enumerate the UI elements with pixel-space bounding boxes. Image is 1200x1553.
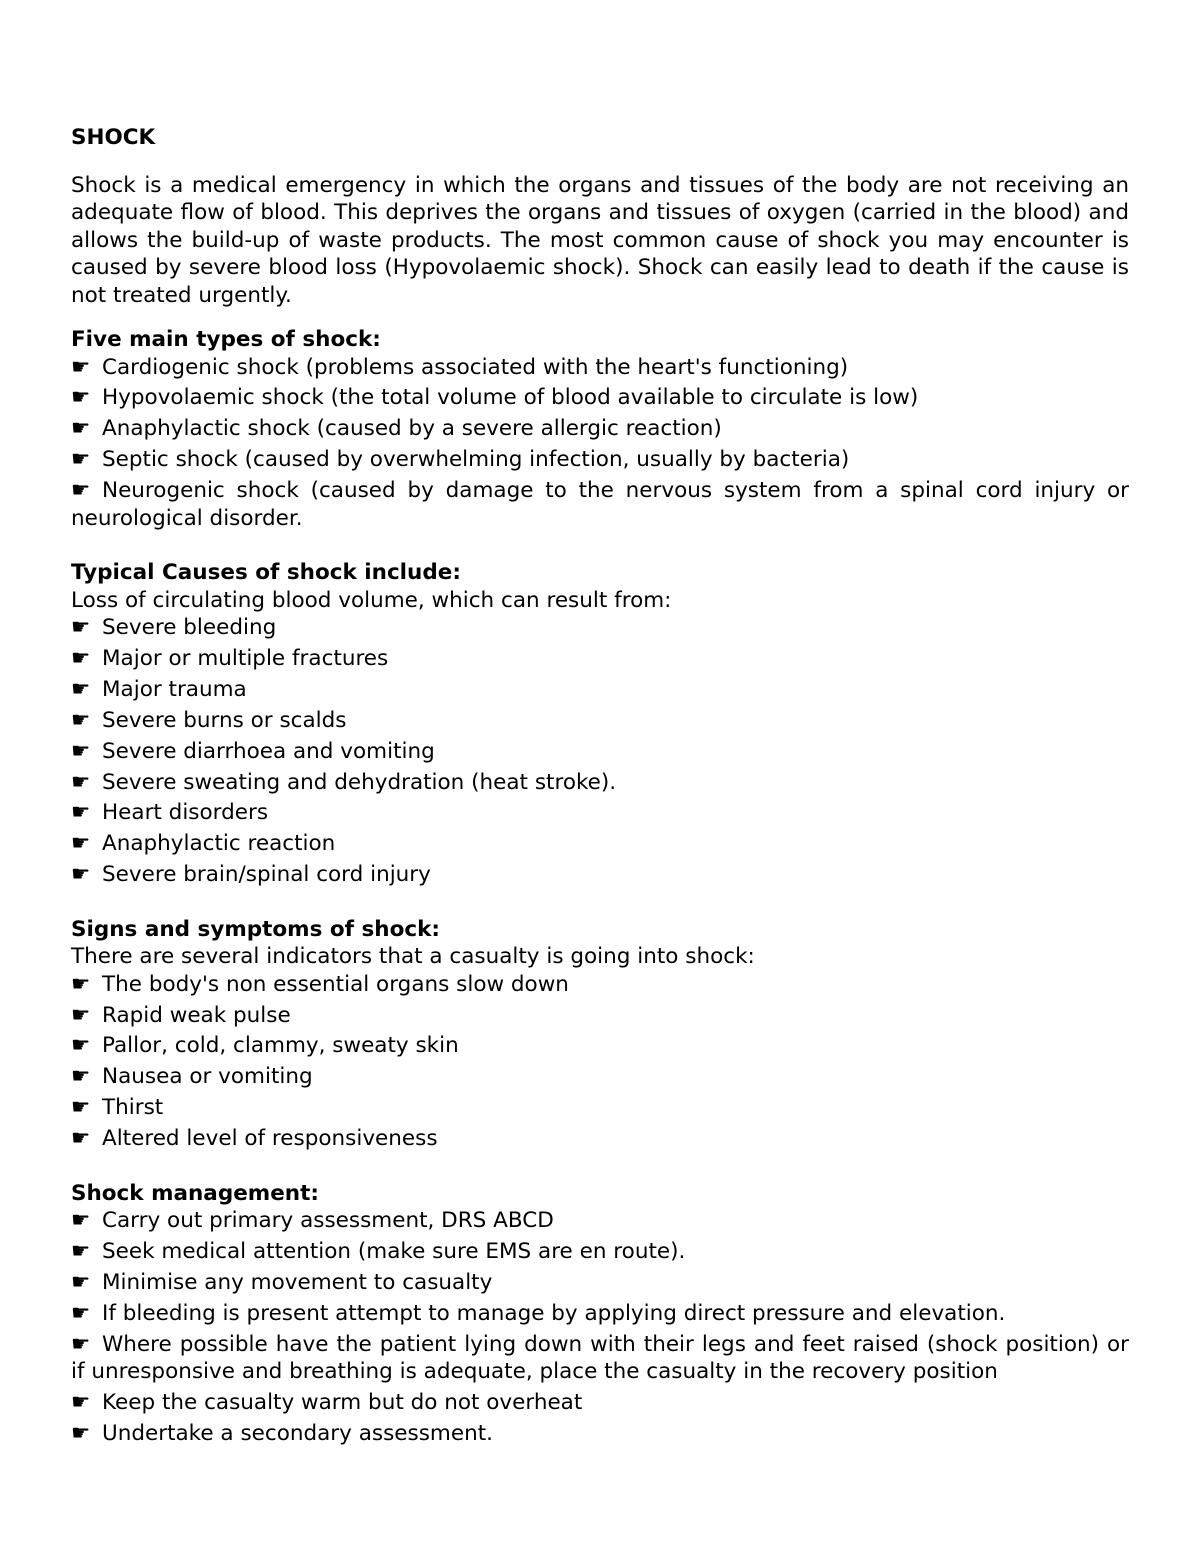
pointing-hand-icon: ☛ [71,416,91,442]
list-item-text: Severe sweating and dehydration (heat stroke). [102,769,617,795]
list-item [71,1331,1129,1386]
pointing-hand-icon: ☛ [71,1390,91,1416]
document-title: SHOCK [71,125,156,150]
sections-container [71,326,1129,1447]
list-item [71,1094,1129,1122]
intro-paragraph: Shock is a medical emergency in which the organs and tissues of the body are not receiving an adequate flow of blood. This deprives the organs and tissues of oxygen (carried in the blood) and allows the build-up of waste products. The most common cause of shock you may encounter is caused by severe blood loss (Hypovolaemic shock). Shock can easily lead to death if the cause is not treated urgently. [71,172,1129,308]
list-item-text: Major trauma [102,676,247,702]
list-item-text: Severe brain/spinal cord injury [102,862,431,888]
list-item-text: Major or multiple fractures [102,645,389,671]
list-item [71,971,1129,999]
pointing-hand-icon: ☛ [71,354,91,380]
list-item-text: Altered level of responsiveness [102,1126,438,1152]
list-item-text: Pallor, cold, clammy, sweaty skin [102,1033,459,1059]
section-heading: Shock management: [71,1180,319,1206]
list-item-text: Undertake a secondary assessment. [102,1420,493,1446]
list-item [71,645,1129,673]
pointing-hand-icon: ☛ [71,1126,91,1152]
list-item [71,354,1129,382]
list-item [71,477,1129,532]
list-item [71,1300,1129,1328]
pointing-hand-icon: ☛ [71,1002,91,1028]
list-item [71,830,1129,858]
list-item [71,769,1129,797]
section-heading: Typical Causes of shock include: [71,560,461,586]
list-item [71,738,1129,766]
pointing-hand-icon: ☛ [71,862,91,888]
section-lead-text: There are several indicators that a casualty is going into shock: [71,944,755,970]
section [71,916,1129,1153]
list-item-text: Carry out primary assessment, DRS ABCD [102,1208,554,1234]
pointing-hand-icon: ☛ [71,1239,91,1265]
bullet-list [71,354,1129,533]
list-item-text: Minimise any movement to casualty [102,1269,493,1295]
pointing-hand-icon: ☛ [71,1331,91,1357]
list-item [71,1207,1129,1235]
pointing-hand-icon: ☛ [71,676,91,702]
list-item [71,707,1129,735]
pointing-hand-icon: ☛ [71,1420,91,1446]
bullet-list [71,971,1129,1153]
list-item-text: Neurogenic shock (caused by damage to the nervous system from a spinal cord injury or neurological disorder. [71,478,1129,531]
bullet-list [71,614,1129,889]
list-item-text: Anaphylactic reaction [102,831,336,857]
list-item [71,1125,1129,1153]
pointing-hand-icon: ☛ [71,1095,91,1121]
list-item [71,1238,1129,1266]
pointing-hand-icon: ☛ [71,1300,91,1326]
list-item-text: Hypovolaemic shock (the total volume of blood available to circulate is low) [102,385,919,411]
list-item-text: Septic shock (caused by overwhelming infection, usually by bacteria) [102,447,850,473]
pointing-hand-icon: ☛ [71,769,91,795]
pointing-hand-icon: ☛ [71,615,91,641]
pointing-hand-icon: ☛ [71,447,91,473]
list-item [71,446,1129,474]
pointing-hand-icon: ☛ [71,645,91,671]
pointing-hand-icon: ☛ [71,478,91,504]
section [71,326,1129,532]
list-item-text: Severe burns or scalds [102,707,347,733]
list-item-text: Cardiogenic shock (problems associated with the heart's functioning) [102,354,849,380]
list-item-text: Anaphylactic shock (caused by a severe allergic reaction) [102,416,722,442]
list-item [71,1389,1129,1417]
pointing-hand-icon: ☛ [71,707,91,733]
list-item-text: Rapid weak pulse [102,1002,291,1028]
pointing-hand-icon: ☛ [71,1033,91,1059]
section [71,1180,1129,1448]
pointing-hand-icon: ☛ [71,831,91,857]
pointing-hand-icon: ☛ [71,800,91,826]
list-item-text: Where possible have the patient lying down with their legs and feet raised (shock position) or if unresponsive and breathing is adequate, place the casualty in the recovery position [71,1331,1129,1385]
pointing-hand-icon: ☛ [71,385,91,411]
list-item-text: Thirst [102,1095,164,1121]
list-item-text: If bleeding is present attempt to manage by applying direct pressure and elevation. [102,1300,1006,1326]
pointing-hand-icon: ☛ [71,971,91,997]
pointing-hand-icon: ☛ [71,1064,91,1090]
list-item [71,861,1129,889]
list-item [71,1032,1129,1060]
pointing-hand-icon: ☛ [71,1208,91,1234]
section-lead-text: Loss of circulating blood volume, which can result from: [71,587,672,613]
list-item-text: Nausea or vomiting [102,1064,313,1090]
list-item [71,384,1129,412]
pointing-hand-icon: ☛ [71,1269,91,1295]
list-item [71,614,1129,642]
list-item [71,799,1129,827]
bullet-list [71,1207,1129,1447]
list-item-text: The body's non essential organs slow down [102,971,569,997]
list-item [71,1002,1129,1030]
section-heading: Signs and symptoms of shock: [71,916,440,942]
list-item [71,415,1129,443]
list-item [71,1063,1129,1091]
list-item [71,1420,1129,1448]
document-page [71,124,1129,1474]
section [71,559,1129,889]
section-heading: Five main types of shock: [71,327,381,352]
list-item-text: Heart disorders [102,800,269,826]
list-item-text: Seek medical attention (make sure EMS are en route). [102,1239,686,1265]
list-item-text: Severe diarrhoea and vomiting [102,738,435,764]
pointing-hand-icon: ☛ [71,738,91,764]
list-item [71,676,1129,704]
list-item [71,1269,1129,1297]
list-item-text: Keep the casualty warm but do not overheat [102,1390,583,1416]
list-item-text: Severe bleeding [102,615,277,641]
